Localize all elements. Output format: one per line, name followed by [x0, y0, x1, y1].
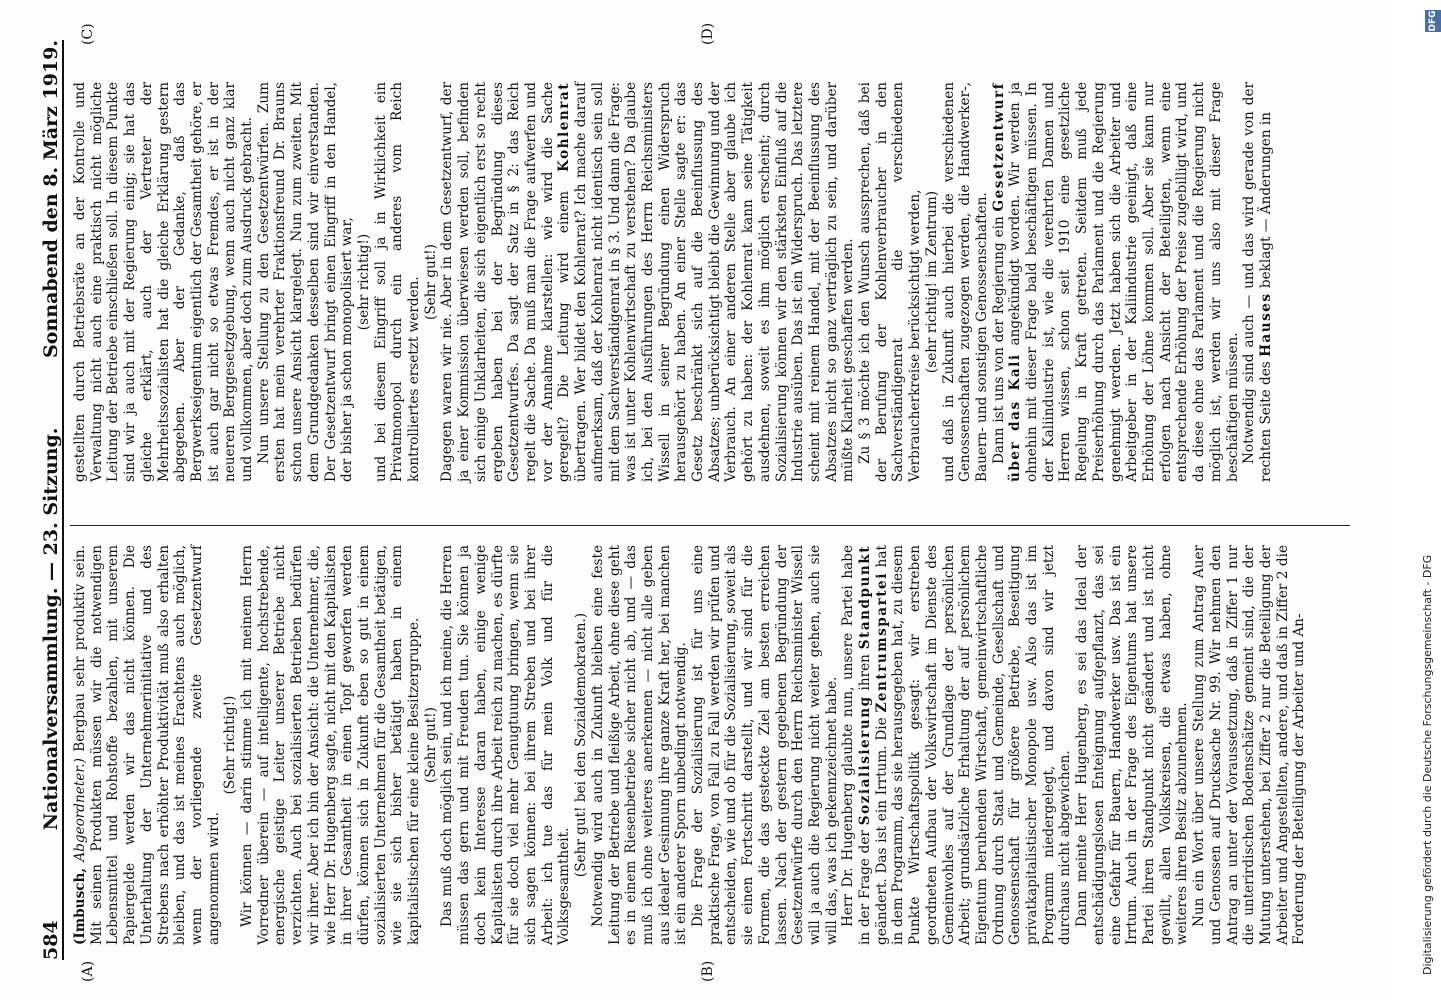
session-date: Sonnabend den 8. März 1919. [40, 40, 62, 358]
dfg-logo: DFG [1425, 10, 1441, 32]
paragraph: Das muß doch möglich sein, und ich meine, die Herren müssen das gern und mit Freuden tun. Sie können ja doch kein Interesse daran haben, einige wenige Kapitalisten durch ihre Arbeit reich zu machen, es dürfte für sie doch viel mehr Genugtuung bringen, wenn sie sich sagen können: bei ihrem Streben und bei ihrer Arbeit: ich tue das für mein Volk und für die Volksgesamtheit. [439, 545, 573, 945]
paragraph-text: übertragen. Wer bildet den Kohlenrat? Ich mache darauf aufmerksam, daß der Kohlenrat nicht identisch sein soll mit dem Sachverständigenrat in § 3. Und dann die Frage: was ist unter Kohlenwirtschaft zu verstehen? Da glaube ich, bei den Ausführungen des Herrn Reichsministers Wissell in seiner Begründung einen Widerspruch herausgehört zu haben. An einer Stelle sagte er: das Gesetz beschränkt sich auf die Beeinflussung des Absatzes; unberücksichtigt bleibt die Gewinnung und der Verbrauch. An einer anderen Stelle aber glaube ich gehört zu haben: der Kohlenrat kann seine Tätigkeit ausdehnen, soweit es ihm möglich erscheint; durch Sozialisierung können wir den stärksten Einfluß auf die Industrie ausüben. Das ist ein Widerspruch. Das letztere scheint mit reinem Handel, mit der Beeinflussung des Absatzes nicht so ganz verträglich zu sein, und darüber müßte Klarheit geschaffen werden. [573, 82, 857, 482]
digitization-note [1418, 15, 1438, 975]
margin-mark-c: (C) [80, 23, 96, 45]
paragraph: und bei diesem Eingriff soll ja in Wirklichkeit ein Privatmonopol durch ein anderes vom Reich kontrolliertes ersetzt werden. [372, 82, 423, 482]
paragraph: Wir können — darin stimme ich mit meinem Herrn Vorredner überein — auf intelligente, hochstrebende, energische geistige Leiter unserer Betriebe nicht verzichten. Auch bei sozialisierten Betrieben bedürfen wir ihrer. Aber ich bin der Ansicht: die Unternehmer, die, wie Herr Dr. Hugenberg sagte, nicht mit den Kapitalisten in ihrer Gesamtheit in einen Topf geworfen werden dürfen, können sich in Zukunft eben so gut in einem sozialisierten Unternehmen für die Gesamtheit betätigen, wie sie sich bisher betätigt haben in einem kapitalistischen für eine kleine Besitzergruppe. [239, 545, 423, 945]
paragraph [840, 545, 1074, 945]
interjection: (sehr richtig!) [355, 233, 372, 331]
emphasis: Standpunkt [857, 545, 874, 650]
page-header [18, 40, 64, 960]
interjection: (Sehr gut!) [422, 707, 439, 783]
page-number: 584 [40, 920, 62, 960]
paragraph: Notwendig wird auch in Zukunft bleiben eine feste Leitung der Betriebe und fleißige Arbeit, ohne diese geht es in einem Riesenbetriebe sicher nicht ab, und — das muß ich ohne weiteres anerkennen — nicht alle geben aus idealer Gesinnung ihre ganze Kraft her, bei manchen ist ein anderer Sporn unbedingt notwendig. [589, 545, 690, 945]
left-column [72, 545, 1350, 945]
emphasis: Kohlenrat [556, 82, 573, 172]
emphasis: Gesetzentwurf über das Kali [990, 82, 1024, 482]
paragraph-text: Bergbau sehr produktiv sein. Mit seinen Produkten müssen wir die notwendigen Lebensmittel und Rohstoffe bezahlen, mit unserem Papiergelde werden wir das nicht können. Die Unterhaltung der Unternehmerinitiative und des Strebens nach erhöhter Produktivität muß also erhalten bleiben, und das ist meines Erachtens auch möglich, wenn der vorliegende zweite Gesetzentwurf angenommen wird. [72, 544, 222, 945]
speaker-role: Abgeordneter.) [72, 758, 88, 862]
paragraph [1241, 82, 1274, 482]
paragraph-text: Dann ist uns von der Regierung ein [990, 216, 1007, 464]
emphasis: Zentrumspartei [873, 572, 890, 713]
paragraph-text: angekündigt worden. Wir werden ja ohnehin mit dieser Frage bald beschäftigen müssen. In der Kaliindustrie ist, wie die verehrten Damen und Herren wissen, schon seit 1910 eine gesetzliche Regelung in Kraft getreten. Seitdem muß jede Preiserhöhung durch das Parlament und die Regierung genehmigt werden. Jetzt haben sich die Arbeiter und Arbeitgeber in der Kaliindustrie geeinigt, daß eine Erhöhung der Löhne kommen soll. Aber sie kann nur erfolgen nach Ansicht der Beteiligten, wenn eine entsprechende Erhöhung der Preise zugebilligt wird, und da diese ohne das Parlament und die Regierung nicht möglich ist, werden wir uns also mit dieser Frage beschäftigen müssen. [1007, 82, 1241, 482]
paragraph: und daß in Zukunft auch hierbei die verschiedenen Genossenschaften zugezogen werden, die Handwerker-, Bauern- und sonstigen Genossenschaften. [940, 82, 990, 482]
paragraph: Nun unsere Stellung zu den Gesetzentwürfen. Zum ersten hat mein verehrter Fraktionsfreund Dr. Brauns schon unsere Ansicht klargelegt. Nun zum zweiten. Mit dem Grundgedanken desselben sind wir einverstanden. Der Gesetzentwurf bringt einen Eingriff in den Handel, der bisher ja schon monopolisiert war, [255, 82, 356, 482]
interjection: (sehr richtig! im Zentrum) [923, 190, 940, 374]
paragraph [439, 82, 857, 482]
emphasis: Sozialisierung [857, 695, 874, 826]
paragraph-text: hat in dem Programm, das sie herausgegeben hat, zu diesem Punkte Wirtschaftspolitik gesagt: wir erstreben geordneten Aufbau der Volkswirtschaft im Dienste des Gemeinwohles auf der Grundlage der persönlichen Arbeit; grundsätzliche Erhaltung der auf persönlichem Eigentum beruhenden Wirtschaft, gemeinwirtschaftliche Ordnung durch Staat und Gemeinde, Gesellschaft und Genossenschaft für größere Betriebe, Beseitigung privatkapitalistischer Monopole usw. Also das ist im Programm niedergelegt, und davon sind wir jetzt durchaus nicht abgewichen. [873, 545, 1074, 945]
column-divider [70, 525, 1350, 526]
paragraph-text: geändert. Das ist ein Irrtum. Die [873, 717, 890, 945]
paragraph [991, 82, 1242, 482]
interjection: (Sehr gut! bei den Sozialdemokraten.) [573, 612, 590, 878]
digitization-text: Digitalisierung gefördert durch die Deutsche Forschungsgemeinschaft - DFG [1421, 554, 1434, 975]
session-title: Nationalversammlung. — 23. Sitzung. [40, 427, 62, 831]
paragraph: Zu § 3 möchte ich den Wunsch aussprechen, daß bei der Berufung der Kohlenverbraucher in den Sachverständigenrat die verschiedenen Verbraucherkreise berücksichtigt werden, [857, 82, 924, 482]
margin-mark-b: (B) [700, 960, 716, 982]
paragraph: Nun ein Wort über unsere Stellung zum Antrag Auer und Genossen auf Drucksache Nr. 99. Wir nehmen den Antrag an unter der Voraussetzung, daß in Ziffer 1 nur die unterirdischen Bodenschätze gemeint sind, die der Mutung unterstehen, bei Ziffer 2 nur die Beteiligung der Arbeiter und Angestellten, andere, und daß in Ziffer 2 die Forderung der Beteiligung der Arbeiter und An- [1191, 545, 1308, 945]
paragraph: Die Frage der Sozialisierung ist für uns eine praktische Frage, von Fall zu Fall werden wir prüfen und entscheiden, wie und ob für die Sozialisierung, soweit als sie einen Fortschritt darstellt, und wir sind für die Formen, die das gesteckte Ziel am besten erreichen lassen. Nach der gestern gegebenen Begründung der Gesetzentwürfe durch den Herrn Reichsminister Wissell will ja auch die Regierung nicht weiter gehen, auch sie will das, was ich gekennzeichnet habe. [690, 545, 840, 945]
right-column [72, 82, 1350, 482]
margin-mark-d: (D) [700, 22, 716, 45]
paragraph [72, 545, 222, 945]
paragraph-text: Dagegen waren wir nie. Aber in dem Gesetzentwurf, der ja einer Kommission überwiesen werden soll, befinden sich einige Unklarheiten, die sich eigentlich erst so recht ergeben haben bei der Begründung dieses Gesetzentwurfes. Da sagt der Satz in § 2: das Reich regelt die Sache. Da muß man die Frage aufwerfen und vor der Annahme klarstellen: wie wird die Sache geregelt? Die Leitung wird einem [439, 82, 573, 482]
margin-mark-a: (A) [80, 960, 96, 982]
paragraph: gestellten durch Betriebsräte an der Kontrolle und Verwaltung nicht auch eine praktisch nicht mögliche Leitung der Betriebe einschließen soll. In diesem Punkte sind wir ja auch mit der Regierung einig; sie hat das gleiche erklärt, auch der Vertreter der Mehrheitssozialisten hat die gleiche Erklärung gestern abgegeben. Aber der Gedanke, daß das Bergwerkseigentum eigentlich der Gesamtheit gehöre, er ist auch gar nicht so etwas Fremdes, er ist in der neueren Berggesetzgebung, wenn auch nicht ganz klar und vollkommen, aber doch zum Ausdruck gebracht. [72, 82, 256, 482]
speaker-name: (Imbusch, [72, 867, 88, 945]
interjection: (Sehr gut!) [422, 244, 439, 320]
paragraph-text: Herr Dr. Hugenberg glaubte nun, unsere Partei habe in der Frage der [840, 545, 874, 945]
paragraph: Dann meinte Herr Hugenberg, es sei das Ideal der entschädigungslosen Enteignung aufgepflanzt, das sei eine Gefahr für Bauern, Handwerker usw. Das ist ein Irrtum. Auch in der Frage des Eigentums hat unsere Partei ihren Standpunkt nicht geändert und ist nicht gewillt, allen Volkskreisen, die etwas haben, ohne weiteres ihren Besitz abzunehmen. [1074, 545, 1191, 945]
emphasis: Hauses [1257, 292, 1274, 357]
paragraph-text: Notwendig sind auch — und das wird gerade von der rechten Seite des [1241, 82, 1274, 482]
paragraph-text: beklagt — Änderungen in [1257, 111, 1274, 289]
paragraph-text: ihren [857, 654, 874, 691]
interjection: (Sehr richtig!) [222, 695, 239, 795]
